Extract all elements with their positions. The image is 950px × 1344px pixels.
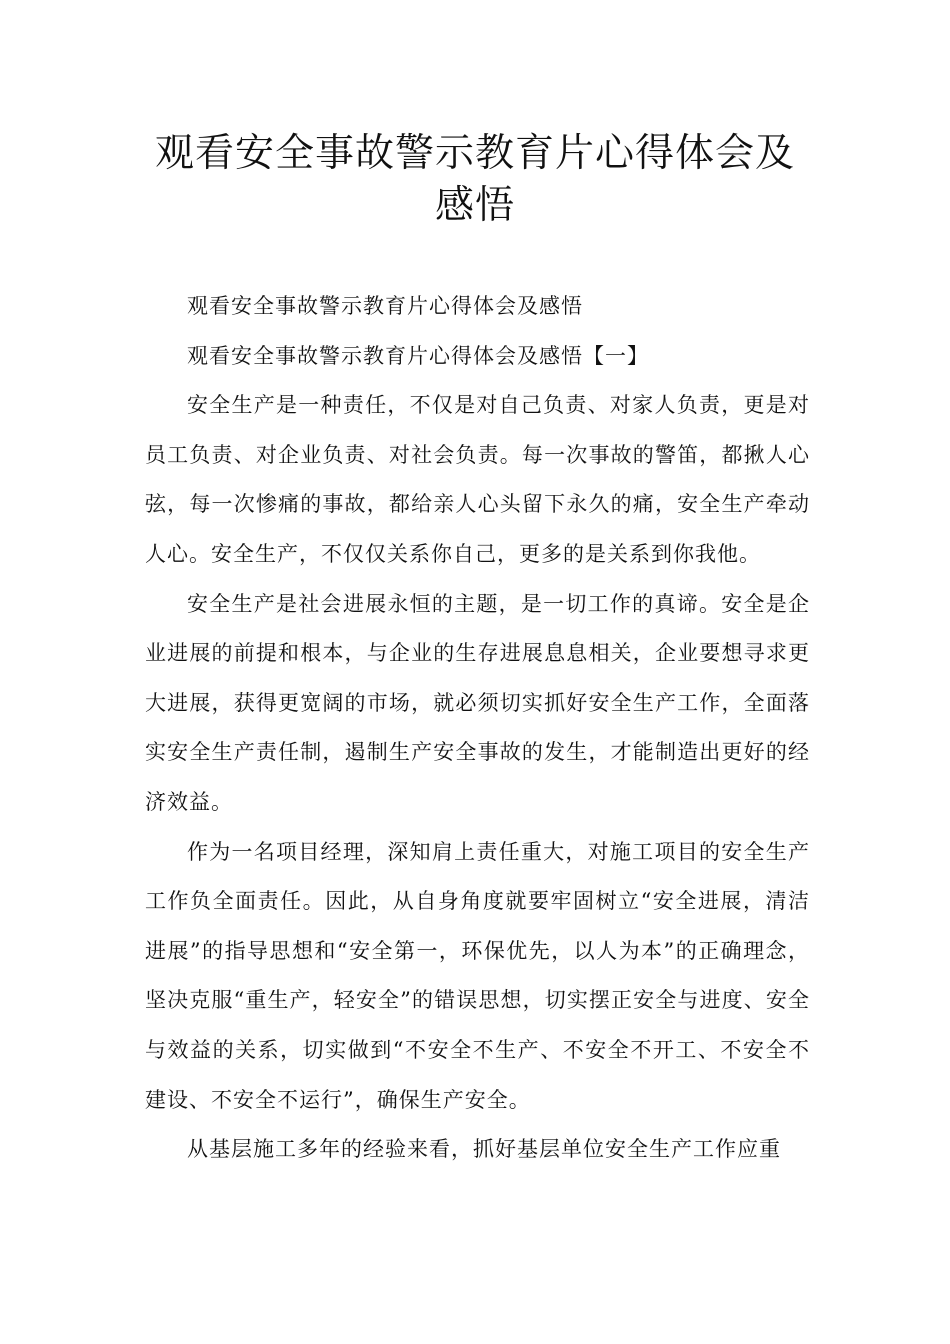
paragraph-subtitle: 观看安全事故警示教育片心得体会及感悟 (187, 294, 583, 318)
paragraph-section-heading: 观看安全事故警示教育片心得体会及感悟【一】 (187, 343, 649, 368)
paragraph: 安全生产是一种责任，不仅是对自己负责、对家人负责，更是对员工负责、对企业负责、对社会负责。每一次事故的警笛，都揪人心弦，每一次惨痛的事故，都给亲人心头留下永久的痛，安全生产牵动人心。安全生产，不仅仅关系你自己，更多的是关系到你我他。 (145, 393, 810, 566)
document-body (145, 282, 810, 1175)
paragraph: 安全生产是社会进展永恒的主题，是一切工作的真谛。安全是企业进展的前提和根本，与企业的生存进展息息相关，企业要想寻求更大进展，获得更宽阔的市场，就必须切实抓好安全生产工作，全面落实安全生产责任制，遏制生产安全事故的发生，才能制造出更好的经济效益。 (145, 591, 810, 814)
paragraph: 从基层施工多年的经验来看，抓好基层单位安全生产工作应重 (187, 1137, 781, 1162)
document-title: 观看安全事故警示教育片心得体会及感悟 (154, 131, 795, 228)
paragraph: 作为一名项目经理，深知肩上责任重大，对施工项目的安全生产工作负全面责任。因此，从自身角度就要牢固树立“安全进展，清洁进展”的指导思想和“安全第一，环保优先，以人为本”的正确理念，坚决克服“重生产，轻安全”的错误思想，切实摆正安全与进度、安全与效益的关系，切实做到“不安全不生产、不安全不开工、不安全不建设、不安全不运行”，确保生产安全。 (145, 839, 810, 1112)
